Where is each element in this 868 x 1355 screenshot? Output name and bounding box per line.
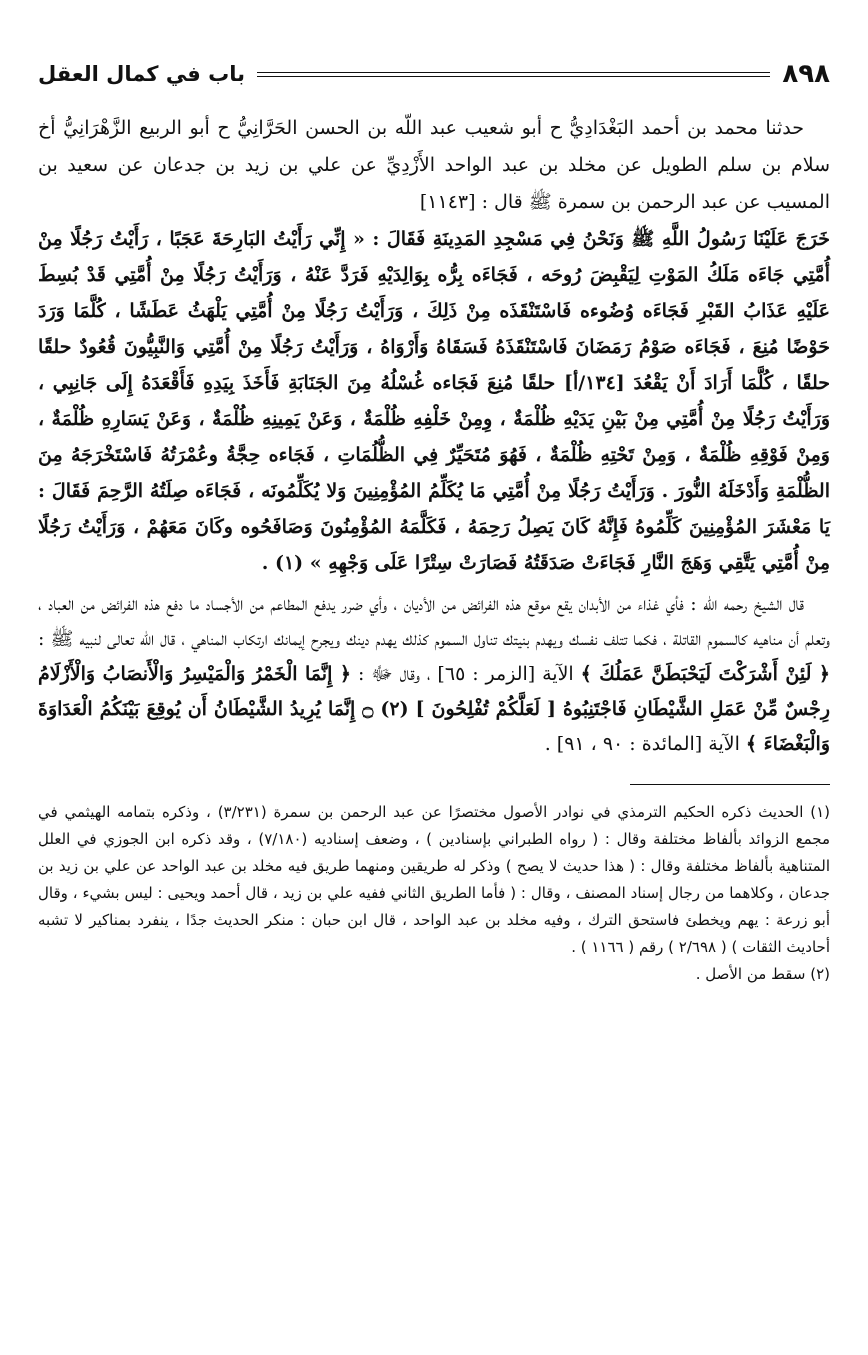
page-number: ٨٩٨	[782, 59, 830, 89]
header-rule	[257, 72, 770, 77]
commentary-end: الآية [المائدة : ٩٠ ، ٩١] .	[544, 733, 740, 755]
book-page	[38, 52, 830, 988]
footnote-2: (٢) سقط من الأصل .	[695, 965, 830, 983]
commentary-mid: الآية [الزمر : ٦٥] ، وقال ﷻ :	[357, 663, 574, 685]
main-text	[38, 110, 830, 762]
isnad-paragraph: حدثنا محمد بن أحمد البَغْدَادِيُّ ح أبو شعيب عبد اللّه بن الحسن الحَرَّانِيُّ ح أبو الربيع الزَّهْرَانِيُّ أخ سلام بن سلم الطويل عن مخلد بن عبد الواحد الأَزْدِيِّ عن علي بن زيد بن جدعان عن سعيد بن المسيب عن عبد الرحمن بن سمرة ﷺ قال : [١١٤٣]	[38, 117, 830, 213]
chapter-title: باب في كمال العقل	[38, 62, 245, 86]
footnote-1: (١) الحديث ذكره الحكيم الترمذي في نوادر الأصول مختصرًا عن عبد الرحمن بن سمرة (٣/٢٣١) ، وذكره بتمامه الهيثمي في مجمع الزوائد بألفاظ مختلفة وقال : ( رواه الطبراني بإسنادين ) ، وضعف إسناديه (٧/١٨٠) ، وقد ذكره ابن الجوزي في العلل المتناهية بألفاظ مختلفة وقال : ( هذا حديث لا يصح ) وذكر له طريقين ومنهما طريق فيه مخلد بن عبد الواحد عن علي بن زيد بن جدعان ، وكلاهما من رجال إسناد المصنف ، وقال : ( فأما الطريق الثاني ففيه علي بن زيد ، قال أحمد ويحيى : ليس بشيء ، وقال أبو زرعة : يهم ويخطئ فاستحق الترك ، وفيه مخلد بن عبد الواحد ، قال ابن حبان : منكر الحديث جدًا ، ينفرد بمناكير لا تشبه أحاديث الثقات ) ( ٢/٦٩٨ ) رقم ( ١١٦٦ ) .	[38, 803, 830, 956]
quran-verse-maidah: ﴿ إِنَّمَا الْخَمْرُ وَالْمَيْسِرُ وَالْأَنصَابُ وَالْأَزْلَامُ رِجْسٌ مِّنْ عَمَلِ الشَّيْطَانِ فَاجْتَنِبُوهُ [ لَعَلَّكُمْ تُفْلِحُونَ ] (٢) ۝ إِنَّمَا يُرِيدُ الشَّيْطَانُ أَن يُوقِعَ بَيْنَكُمُ الْعَدَاوَةَ وَالْبَغْضَاءَ ﴾	[38, 663, 830, 755]
footnotes	[38, 799, 830, 988]
footnote-separator	[630, 784, 830, 785]
commentary-paragraph	[38, 587, 830, 762]
commentary-intro: قال الشيخ رحمه الله : فأي غذاء من الأبدان يقع موقع هذه الفرائض من الأديان ، وأي ضرر يدفع المطاعم من الأجساد ما دفع هذه الفرائض من العباد ، وتعلم أن مناهيه كالسموم القاتلة ، فكما تتلف نفسك ويهدم بنيتك تناول السموم كذلك يهدم دينك ويجرح إيمانك ارتكاب المناهي ، قال اللّه تعالى لنبيه ﷺ :	[38, 593, 830, 650]
quran-verse-zumar: ﴿ لَئِنْ أَشْرَكْتَ لَيَحْبَطَنَّ عَمَلُكَ ﴾	[580, 663, 831, 685]
running-header	[38, 52, 830, 96]
hadith-paragraph: خَرَجَ عَلَيْنَا رَسُولُ اللَّهِ ﷺ وَنَحْنُ فِي مَسْجِدِ المَدِينَةِ فَقَالَ : « إِنِّي رَأَيْتُ البَارِحَةَ عَجَبًا ، رَأَيْتُ رَجُلًا مِنْ أُمَّتِي جَاءَه مَلَكُ المَوْتِ لِيَقْبِضَ رُوحَه ، فَجَاءَه بِرُّه بِوَالِدَيْهِ فَرَدَّ عَنْهُ ، وَرَأَيْتُ رَجُلًا مِنْ أُمَّتِي قَدْ بُسِطَ عَلَيْهِ عَذَابُ القَبْرِ فَجَاءَه وُضُوءه فَاسْتَنْقَذَه مِنْ ذَلِكَ ، وَرَأَيْتُ رَجُلًا مِنْ أُمَّتِي يَلْهَثُ عَطَشًا ، كُلَّمَا وَرَدَ حَوْضًا مُنِعَ ، فَجَاءَه صَوْمُ رَمَضَانَ فَاسْتَنْقَذَهُ فَسَقَاهُ وَأَرْوَاهُ ، وَرَأَيْتُ رَجُلًا مِنْ أُمَّتِي وَالنَّبِيُّونَ قُعُودٌ حلقًا حلقًا ، كُلَّمَا أَرَادَ أَنْ يَقْعُدَ [١٣٤/أ] حلقًا مُنِعَ فَجَاءه غُسْلُهُ مِنَ الجَنَابَةِ فَأَخَذَ بِيَدِهِ فَأَقْعَدَهُ إِلَى جَانِبِي ، وَرَأَيْتُ رَجُلًا مِنْ أُمَّتِي مِنْ بَيْنِ يَدَيْهِ ظُلْمَةٌ ، وِمِنْ خَلْفِهِ ظُلْمَةٌ ، وَعَنْ يَمِينِهِ ظُلْمَةٌ ، وَعَنْ يَسَارِهِ ظُلْمَةٌ ، وَمِنْ فَوْقِهِ ظُلْمَةٌ ، وَمِنْ تَحْتِهِ ظُلْمَةٌ ، فَهُوَ مُتَحَيِّرٌ فِي الظُّلُمَاتِ ، فَجَاءه حِجَّةُ وعُمْرَتُهُ فَاسْتَخْرَجَهُ مِنَ الظُّلْمَةِ وَأَدْخَلَهُ النُّورَ . وَرَأَيْتُ رَجُلًا مِنْ أُمَّتِي مَا يُكَلِّمُ المُؤْمِنِينَ وَلا يُكَلِّمُونَه ، فَجَاءَه صِلَتُهُ الرَّحِمَ فَقَالَ : يَا مَعْشَرَ المُؤْمِنِينَ كَلِّمُوهُ فَإِنَّهُ كَانَ يَصِلُ رَحِمَهُ ، فَكَلَّمَهُ المُؤْمِنُونَ وَصَافَحُوه وكَانَ مَعَهُمْ ، وَرَأَيْتُ رَجُلًا مِنْ أُمَّتِي يَتَّقِي وَهَجَ النَّارِ فَجَاءَتْ صَدَقَتُهُ فَصَارَتْ سِتْرًا عَلَى وَجْهِهِ » (١) .	[38, 228, 830, 574]
